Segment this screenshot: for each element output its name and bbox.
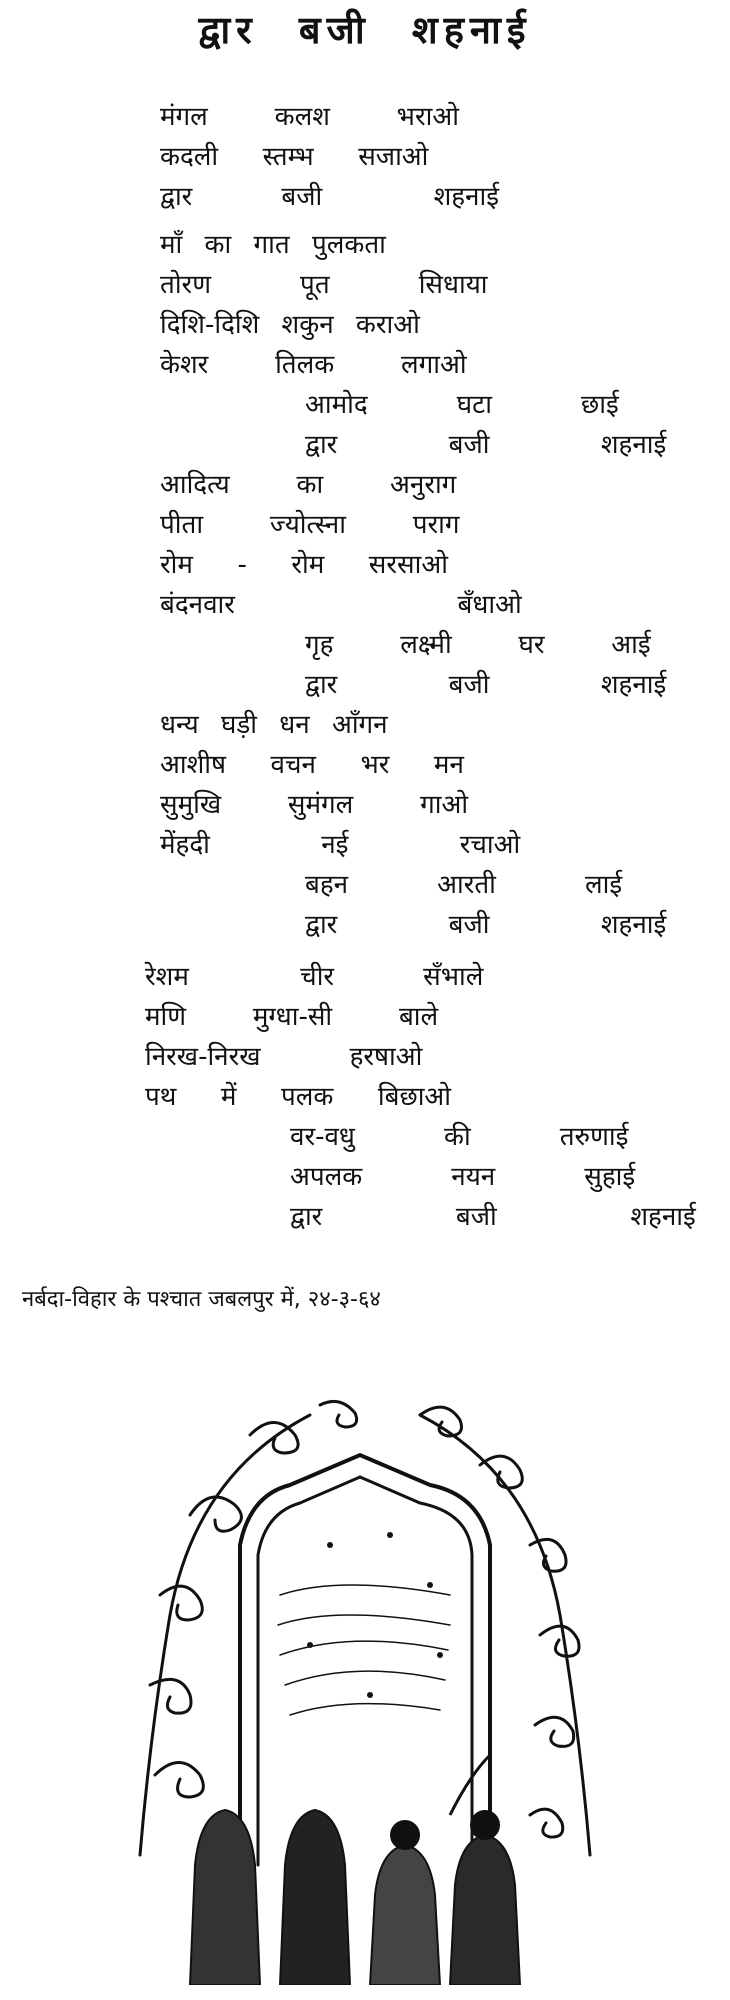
- poem-line-indented: गृह लक्ष्मी घर आई: [305, 630, 651, 660]
- wedding-procession-illustration: [130, 1395, 600, 1985]
- poem-line: निरख-निरख हरषाओ: [145, 1042, 423, 1072]
- poem-line: मेंहदी नई रचाओ: [160, 830, 521, 860]
- poem-line: कदली स्तम्भ सजाओ: [160, 142, 429, 172]
- poem-line: मंगल कलश भराओ: [160, 102, 459, 132]
- poem-line: बंदनवार बँधाओ: [160, 590, 522, 620]
- poem-line-indented: वर-वधु की तरुणाई: [290, 1122, 629, 1152]
- poem-line: केशर तिलक लगाओ: [160, 350, 467, 380]
- poem-line: आशीष वचन भर मन: [160, 750, 464, 780]
- poem-title: द्वार बजी शहनाई: [198, 8, 532, 52]
- poem-line-indented: आमोद घटा छाई: [305, 390, 619, 420]
- poem-line-indented: अपलक नयन सुहाई: [290, 1162, 636, 1192]
- poem-line: पीता ज्योत्स्ना पराग: [160, 510, 460, 540]
- poem-line: धन्य घड़ी धन आँगन: [160, 710, 388, 740]
- poem-line: मणि मुग्धा-सी बाले: [145, 1002, 439, 1032]
- poem-line-indented: द्वार बजी शहनाई: [290, 1202, 696, 1232]
- poem-line: माँ का गात पुलकता: [160, 230, 386, 260]
- poem-line: रोम - रोम सरसाओ: [160, 550, 448, 580]
- poem-line: तोरण पूत सिधाया: [160, 270, 488, 300]
- poem-line-indented: द्वार बजी शहनाई: [305, 910, 667, 940]
- poem-line: रेशम चीर सँभाले: [145, 962, 484, 992]
- poem-line: दिशि-दिशि शकुन कराओ: [160, 310, 420, 340]
- poem-line: आदित्य का अनुराग: [160, 470, 457, 500]
- poem-line: सुमुखि सुमंगल गाओ: [160, 790, 469, 820]
- poem-line-indented: द्वार बजी शहनाई: [305, 670, 667, 700]
- poem-line: पथ में पलक बिछाओ: [145, 1082, 452, 1112]
- poem-line-indented: बहन आरती लाई: [305, 870, 623, 900]
- poem-line-indented: द्वार बजी शहनाई: [305, 430, 667, 460]
- poem-line: द्वार बजी शहनाई: [160, 182, 499, 212]
- poem-footnote: नर्बदा-विहार के पश्चात जबलपुर में, २४-३-६४: [22, 1287, 381, 1312]
